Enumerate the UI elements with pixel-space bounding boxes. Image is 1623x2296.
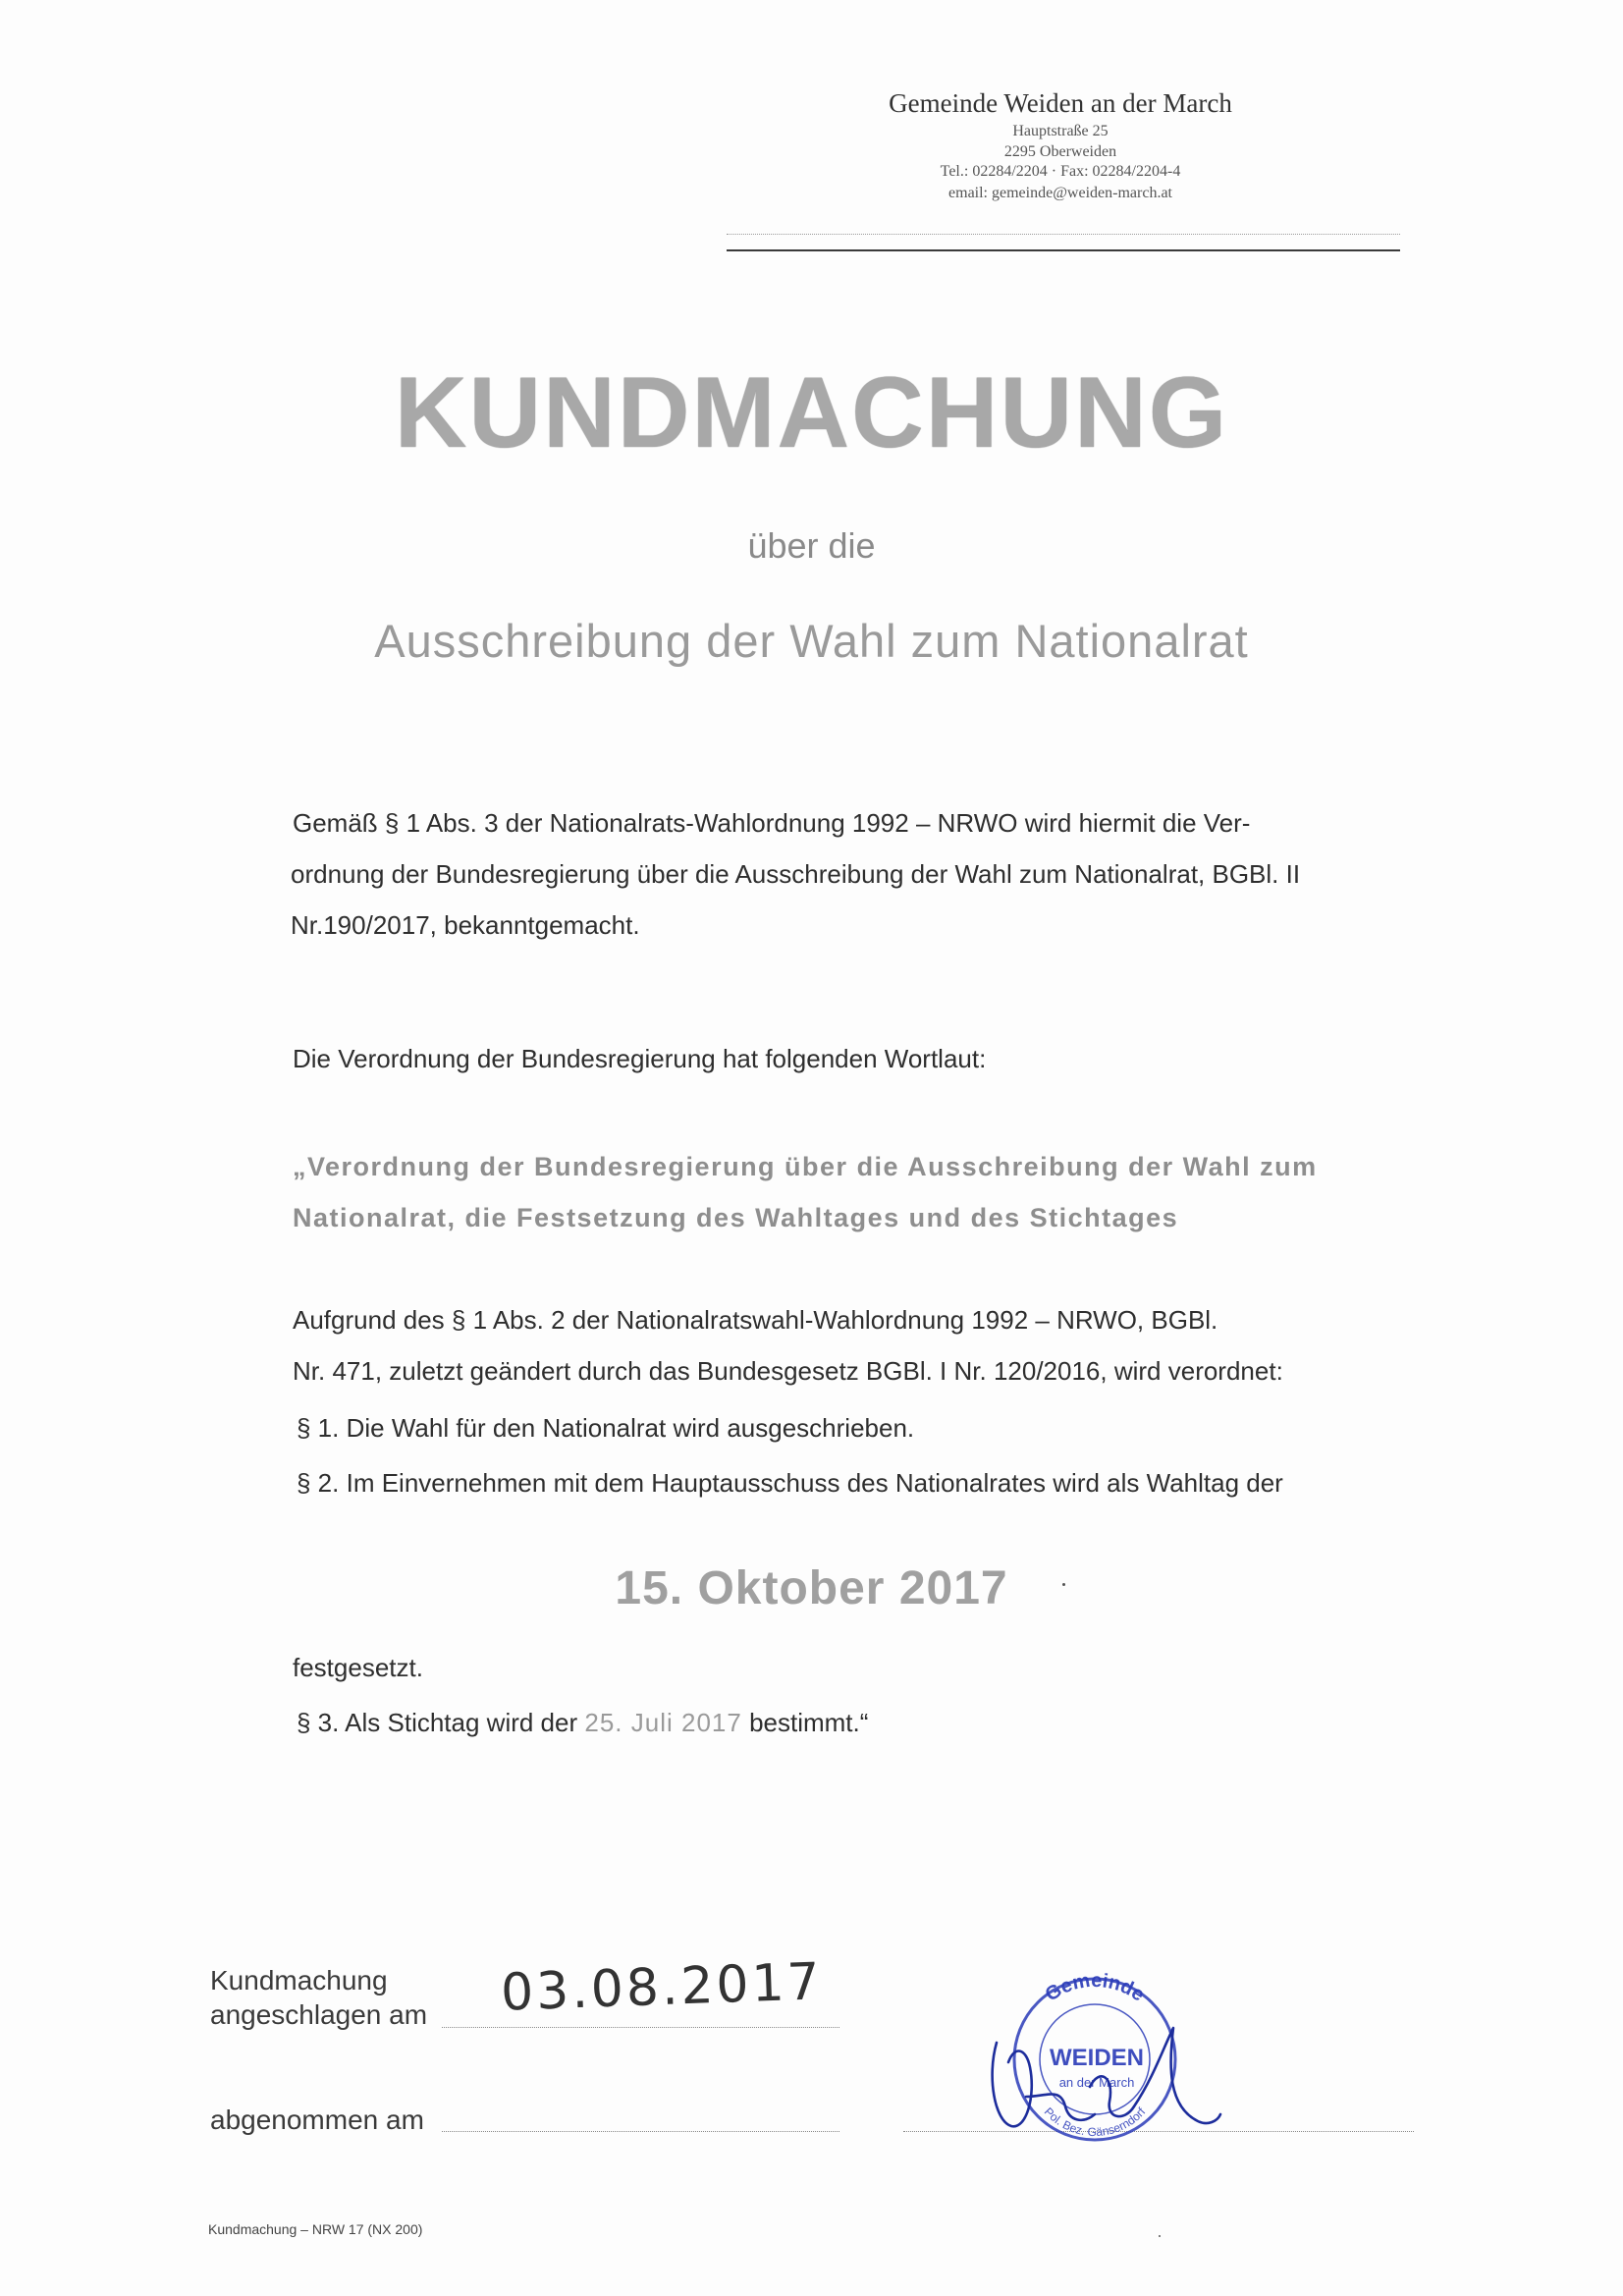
stamp-text-mid: WEIDEN [1050, 2045, 1144, 2071]
intro-line: Gemäß § 1 Abs. 3 der Nationalrats-Wahlordnung 1992 – NRWO wird hiermit die Ver- [293, 808, 1251, 838]
lead-sentence: Die Verordnung der Bundesregierung hat folgenden Wortlaut: [293, 1044, 987, 1073]
section-1: § 1. Die Wahl für den Nationalrat wird ausgeschrieben. [297, 1413, 915, 1443]
subtitle-small: über die [747, 525, 876, 566]
letterhead-email: email: gemeinde@weiden-march.at [948, 185, 1172, 201]
fixed-word: festgesetzt. [293, 1653, 423, 1682]
letterhead-dotted-rule [727, 234, 1400, 235]
signature-stroke [993, 2028, 1220, 2126]
official-stamp [967, 1949, 1222, 2146]
letterhead-name: Gemeinde Weiden an der March [889, 88, 1232, 118]
stamp-text-top: Gemeinde [1041, 1969, 1149, 2006]
quote-line: Nationalrat, die Festsetzung des Wahltages und des Stichtages [293, 1203, 1179, 1232]
letterhead-phone: Tel.: 02284/2204 · Fax: 02284/2204-4 [940, 163, 1181, 180]
legal-basis [293, 1294, 1422, 1396]
stamp-text-low: an der March [1058, 2075, 1135, 2090]
letterhead-city: 2295 Oberweiden [1003, 143, 1117, 160]
section-2: § 2. Im Einvernehmen mit dem Hauptausschuss des Nationalrates wird als Wahltag der [297, 1468, 1283, 1498]
legal-line: Aufgrund des § 1 Abs. 2 der Nationalratswahl-Wahlordnung 1992 – NRWO, BGBl. [293, 1305, 1218, 1335]
scan-speck [1159, 2235, 1161, 2237]
letterhead-street: Hauptstraße 25 [1012, 123, 1109, 139]
intro-line: ordnung der Bundesregierung über die Ausschreibung der Wahl zum Nationalrat, BGBl. II [291, 859, 1301, 889]
election-date: 15. Oktober 2017 [615, 1562, 1008, 1614]
intro-line: Nr.190/2017, bekanntgemacht. [291, 910, 640, 940]
removed-label: abgenommen am [210, 2105, 424, 2135]
quote-line: „Verordnung der Bundesregierung über die Ausschreibung der Wahl zum [293, 1152, 1318, 1181]
page-title: KUNDMACHUNG [394, 356, 1229, 468]
section-3 [297, 1697, 1426, 1748]
scan-speck [1062, 1583, 1065, 1586]
quote-heading [293, 1141, 1422, 1243]
intro-paragraph [293, 797, 1422, 951]
section-3-suffix: bestimmt.“ [749, 1708, 869, 1737]
form-code: Kundmachung – NRW 17 (NX 200) [208, 2221, 423, 2237]
posted-label-1: Kundmachung [210, 1965, 388, 1995]
removed-date-line [442, 2131, 839, 2132]
handwritten-posted-date: 03.08.2017 [500, 1952, 824, 2023]
letterhead-rule [727, 249, 1400, 251]
reference-date: 25. Juli 2017 [584, 1708, 742, 1737]
posted-label-2: angeschlagen am [210, 1999, 428, 2030]
legal-line: Nr. 471, zuletzt geändert durch das Bundesgesetz BGBl. I Nr. 120/2016, wird verordnet: [293, 1356, 1283, 1386]
subtitle-big: Ausschreibung der Wahl zum Nationalrat [374, 615, 1249, 667]
posted-date-line [442, 2027, 839, 2028]
section-3-prefix: § 3. Als Stichtag wird der [297, 1708, 578, 1737]
stamp-text-bottom: Pol. Bez. Gänserndorf [1041, 2105, 1149, 2140]
